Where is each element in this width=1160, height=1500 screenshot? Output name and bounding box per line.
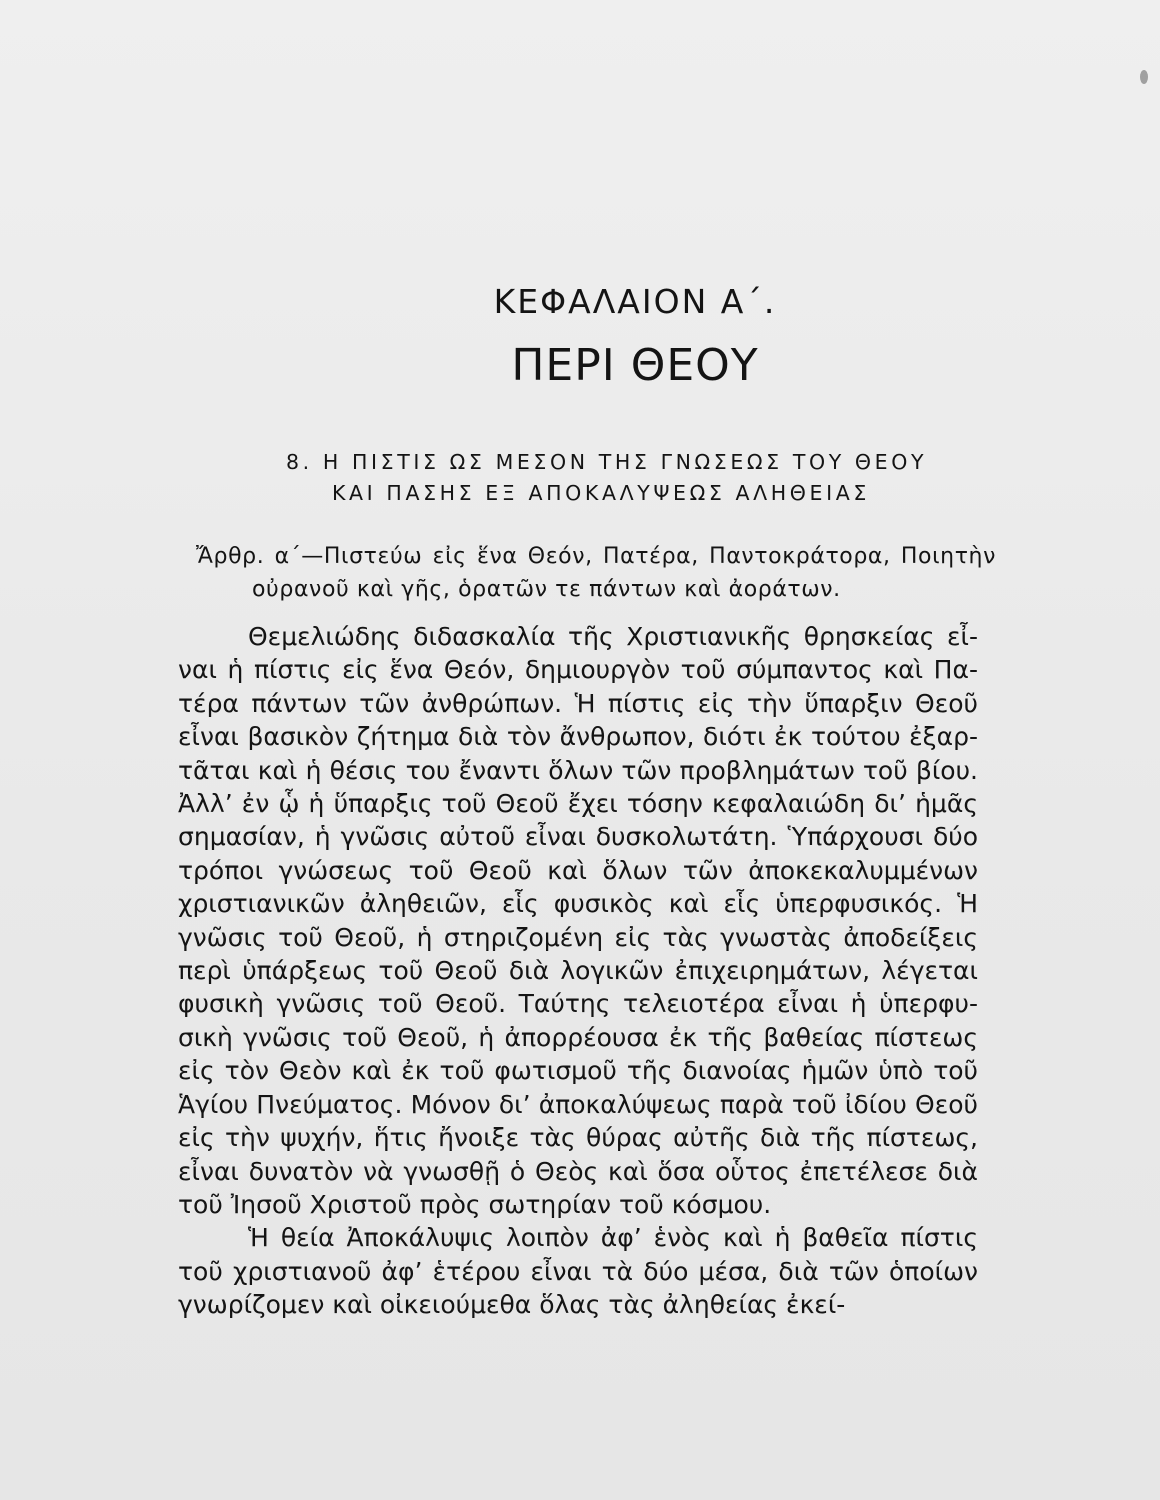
chapter-title: ΠΕΡΙ ΘΕΟΥ xyxy=(511,340,759,391)
page-edge-mark xyxy=(1140,70,1148,84)
section-heading-line-1: 8. Η ΠΙΣΤΙΣ ΩΣ ΜΕΣΟΝ ΤΗΣ ΓΝΩΣΕΩΣ ΤΟΥ ΘΕΟΥ xyxy=(286,450,928,474)
paragraph-2: Ἡ θεία Ἀποκάλυψις λοιπὸν ἀφ’ ἑνὸς καὶ ἡ βαθεῖα πίστις τοῦ χριστιανοῦ ἀφ’ ἑτέρου εἶναι τὰ δύο μέσα, διὰ τῶν ὁποίων γνωρίζομεν καὶ οἰκειούμεθα ὅλας τὰς ἀληθείας ἐκεί- xyxy=(178,1223,978,1320)
creed-article xyxy=(196,540,996,606)
section-heading xyxy=(286,447,966,509)
section-heading-line-2: ΚΑΙ ΠΑΣΗΣ ΕΞ ΑΠΟΚΑΛΥΨΕΩΣ ΑΛΗΘΕΙΑΣ xyxy=(332,481,870,505)
chapter-heading: ΚΕΦΑΛΑΙΟΝ Α΄. xyxy=(493,282,777,321)
creed-article-line-1: Ἄρθρ. α΄—Πιστεύω εἰς ἕνα Θεόν, Πατέρα, Παντοκράτορα, Ποιητὴν xyxy=(196,544,996,569)
paragraph-1: Θεμελιώδης διδασκαλία τῆς Χριστιανικῆς θρησκείας εἶναι ἡ πίστις εἰς ἕνα Θεόν, δημιουργὸν τοῦ σύμπαντος καὶ Πατέρα πάντων τῶν ἀνθρώπων. Ἡ πίστις εἰς τὴν ὕπαρξιν Θεοῦ εἶναι βασικὸν ζήτημα διὰ τὸν ἄνθρωπον, διότι ἐκ τούτου ἐξαρτᾶται καὶ ἡ θέσις του ἔναντι ὅλων τῶν προβλημάτων τοῦ βίου. Ἀλλ’ ἐν ᾧ ἡ ὕπαρξις τοῦ Θεοῦ ἔχει τόσην κεφαλαιώδη δι’ ἡμᾶς σημασίαν, ἡ γνῶσις αὐτοῦ εἶναι δυσκολωτάτη. Ὑπάρχουσι δύο τρόποι γνώσεως τοῦ Θεοῦ καὶ ὅλων τῶν ἀποκεκαλυμμένων χριστιανικῶν ἀληθειῶν, εἷς φυσικὸς καὶ εἷς ὑπερφυσικός. Ἡ γνῶσις τοῦ Θεοῦ, ἡ στηριζομένη εἰς τὰς γνωστὰς ἀποδείξεις περὶ ὑπάρξεως τοῦ Θεοῦ διὰ λογικῶν ἐπιχειρημάτων, λέγεται φυσικὴ γνῶσις τοῦ Θεοῦ. Ταύτης τελειοτέρα εἶναι ἡ ὑπερφυσικὴ γνῶσις τοῦ Θεοῦ, ἡ ἀπορρέουσα ἐκ τῆς βαθείας πίστεως εἰς τὸν Θεὸν καὶ ἐκ τοῦ φωτισμοῦ τῆς διανοίας ἡμῶν ὑπὸ τοῦ Ἁγίου Πνεύματος. Μόνον δι’ ἀποκαλύψεως παρὰ τοῦ ἰδίου Θεοῦ εἰς τὴν ψυχήν, ἥτις ἤνοιξε τὰς θύρας αὐτῆς διὰ τῆς πίστεως, εἶναι δυνατὸν νὰ γνωσθῇ ὁ Θεὸς καὶ ὅσα οὗτος ἐπετέλεσε διὰ τοῦ Ἰησοῦ Χριστοῦ πρὸς σωτηρίαν τοῦ κόσμου. xyxy=(178,622,978,1219)
creed-article-line-2: οὐρανοῦ καὶ γῆς, ὁρατῶν τε πάντων καὶ ἀοράτων. xyxy=(252,577,841,602)
body-text xyxy=(178,620,978,1322)
